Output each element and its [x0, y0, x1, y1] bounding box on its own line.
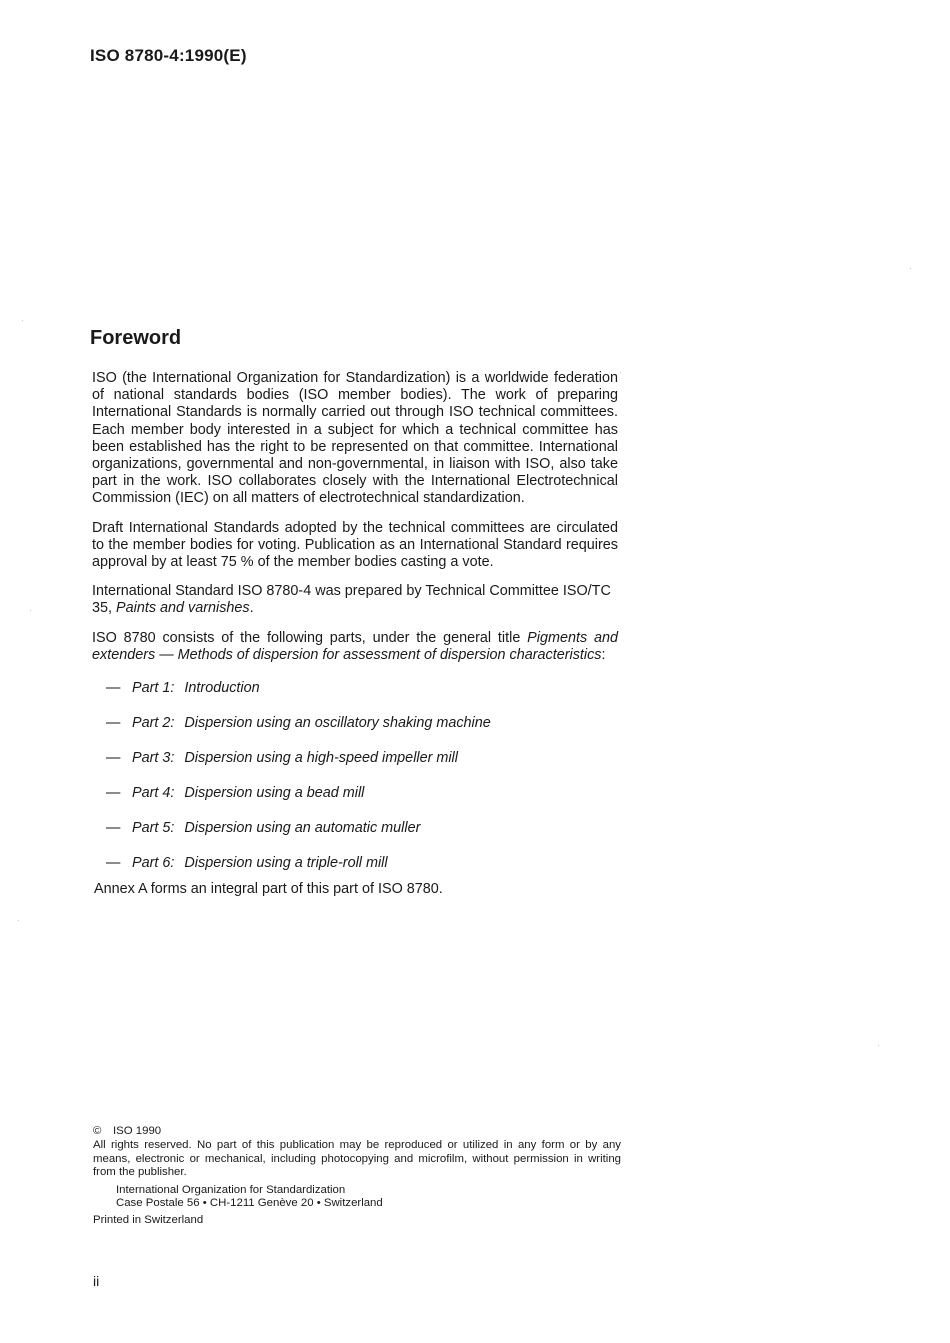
foreword-paragraph-1: ISO (the International Organization for Standardization) is a worldwide federation of national standards bodies (ISO member bodies). The work of preparing International Standards is normally carried out through ISO technical committees. Each member body interested in a subject for which a technical committee has been established has the right to be represented on that committee. International organizations, governmental and non-governmental, in liaison with ISO, also take part in the work. ISO collaborates closely with the International Electrotechnical Commission (IEC) on all matters of electrotechnical standardization.: [92, 370, 618, 507]
section-heading-foreword: Foreword: [90, 327, 182, 349]
dash-bullet: —: [106, 820, 121, 837]
scan-speck: [620, 372, 621, 373]
paragraph-3-italic-title: Paints and varnishes: [116, 600, 250, 617]
dash-bullet: —: [106, 680, 121, 697]
part-label: Part 5:: [132, 820, 175, 837]
paragraph-3-text: International Standard ISO 8780-4 was prepared by Technical Committee ISO/TC 35,: [92, 583, 611, 617]
foreword-paragraph-4: [92, 630, 618, 664]
paragraph-4-end: :: [601, 646, 606, 663]
foreword-paragraph-3: [92, 583, 618, 617]
dash-bullet: —: [106, 750, 121, 767]
paragraph-3-end: .: [249, 600, 254, 617]
scan-speck: [910, 268, 911, 269]
paragraph-4-italic-title: Pigments and extenders — Methods of dispersion for assessment of dispersion characteristics: [92, 629, 618, 663]
list-item: [92, 715, 618, 750]
list-item: [92, 820, 618, 855]
part-title: Dispersion using an oscillatory shaking machine: [184, 715, 491, 732]
part-label: Part 6:: [132, 855, 175, 872]
paragraph-4-text: ISO 8780 consists of the following parts, under the general title: [92, 629, 528, 646]
scan-speck: [22, 320, 23, 321]
copyright-line: [93, 1125, 621, 1138]
list-item: [92, 855, 618, 881]
part-label: Part 1:: [132, 680, 175, 697]
scan-speck: [18, 920, 19, 921]
list-item: [92, 680, 618, 715]
annex-note: Annex A forms an integral part of this part of ISO 8780.: [94, 881, 443, 898]
dash-bullet: —: [106, 785, 121, 802]
page-number: ii: [93, 1273, 100, 1289]
copyright-symbol: ©: [93, 1125, 102, 1137]
part-title: Dispersion using a triple-roll mill: [184, 855, 388, 872]
part-title: Dispersion using a bead mill: [184, 785, 365, 802]
printed-location: Printed in Switzerland: [93, 1214, 204, 1227]
part-title: Introduction: [184, 680, 260, 697]
scan-speck: [30, 610, 31, 611]
part-label: Part 2:: [132, 715, 175, 732]
foreword-paragraph-2: Draft International Standards adopted by the technical committees are circulated to the member bodies for voting. Publication as an International Standard requires approval by at least 75 % of the member bodies casting a vote.: [92, 519, 618, 571]
publisher-name: International Organization for Standardization: [116, 1183, 346, 1196]
copyright-notice: [93, 1125, 621, 1228]
parts-list: [92, 680, 618, 881]
part-title: Dispersion using a high-speed impeller mill: [184, 750, 458, 767]
copyright-holder-year: ISO 1990: [113, 1125, 162, 1137]
foreword-body: [92, 370, 618, 910]
dash-bullet: —: [106, 855, 121, 872]
rights-statement: All rights reserved. No part of this publication may be reproduced or utilized in any form or by any means, electronic or mechanical, including photocopying and microfilm, without permission in writing from the publisher.: [93, 1139, 621, 1179]
scan-speck: [878, 1045, 879, 1046]
publisher-address: Case Postale 56 • CH-1211 Genève 20 • Switzerland: [116, 1197, 383, 1210]
dash-bullet: —: [106, 715, 121, 732]
part-title: Dispersion using an automatic muller: [184, 820, 421, 837]
part-label: Part 3:: [132, 750, 175, 767]
list-item: [92, 785, 618, 820]
part-label: Part 4:: [132, 785, 175, 802]
list-item: [92, 750, 618, 785]
document-identifier: ISO 8780-4:1990(E): [90, 46, 247, 65]
